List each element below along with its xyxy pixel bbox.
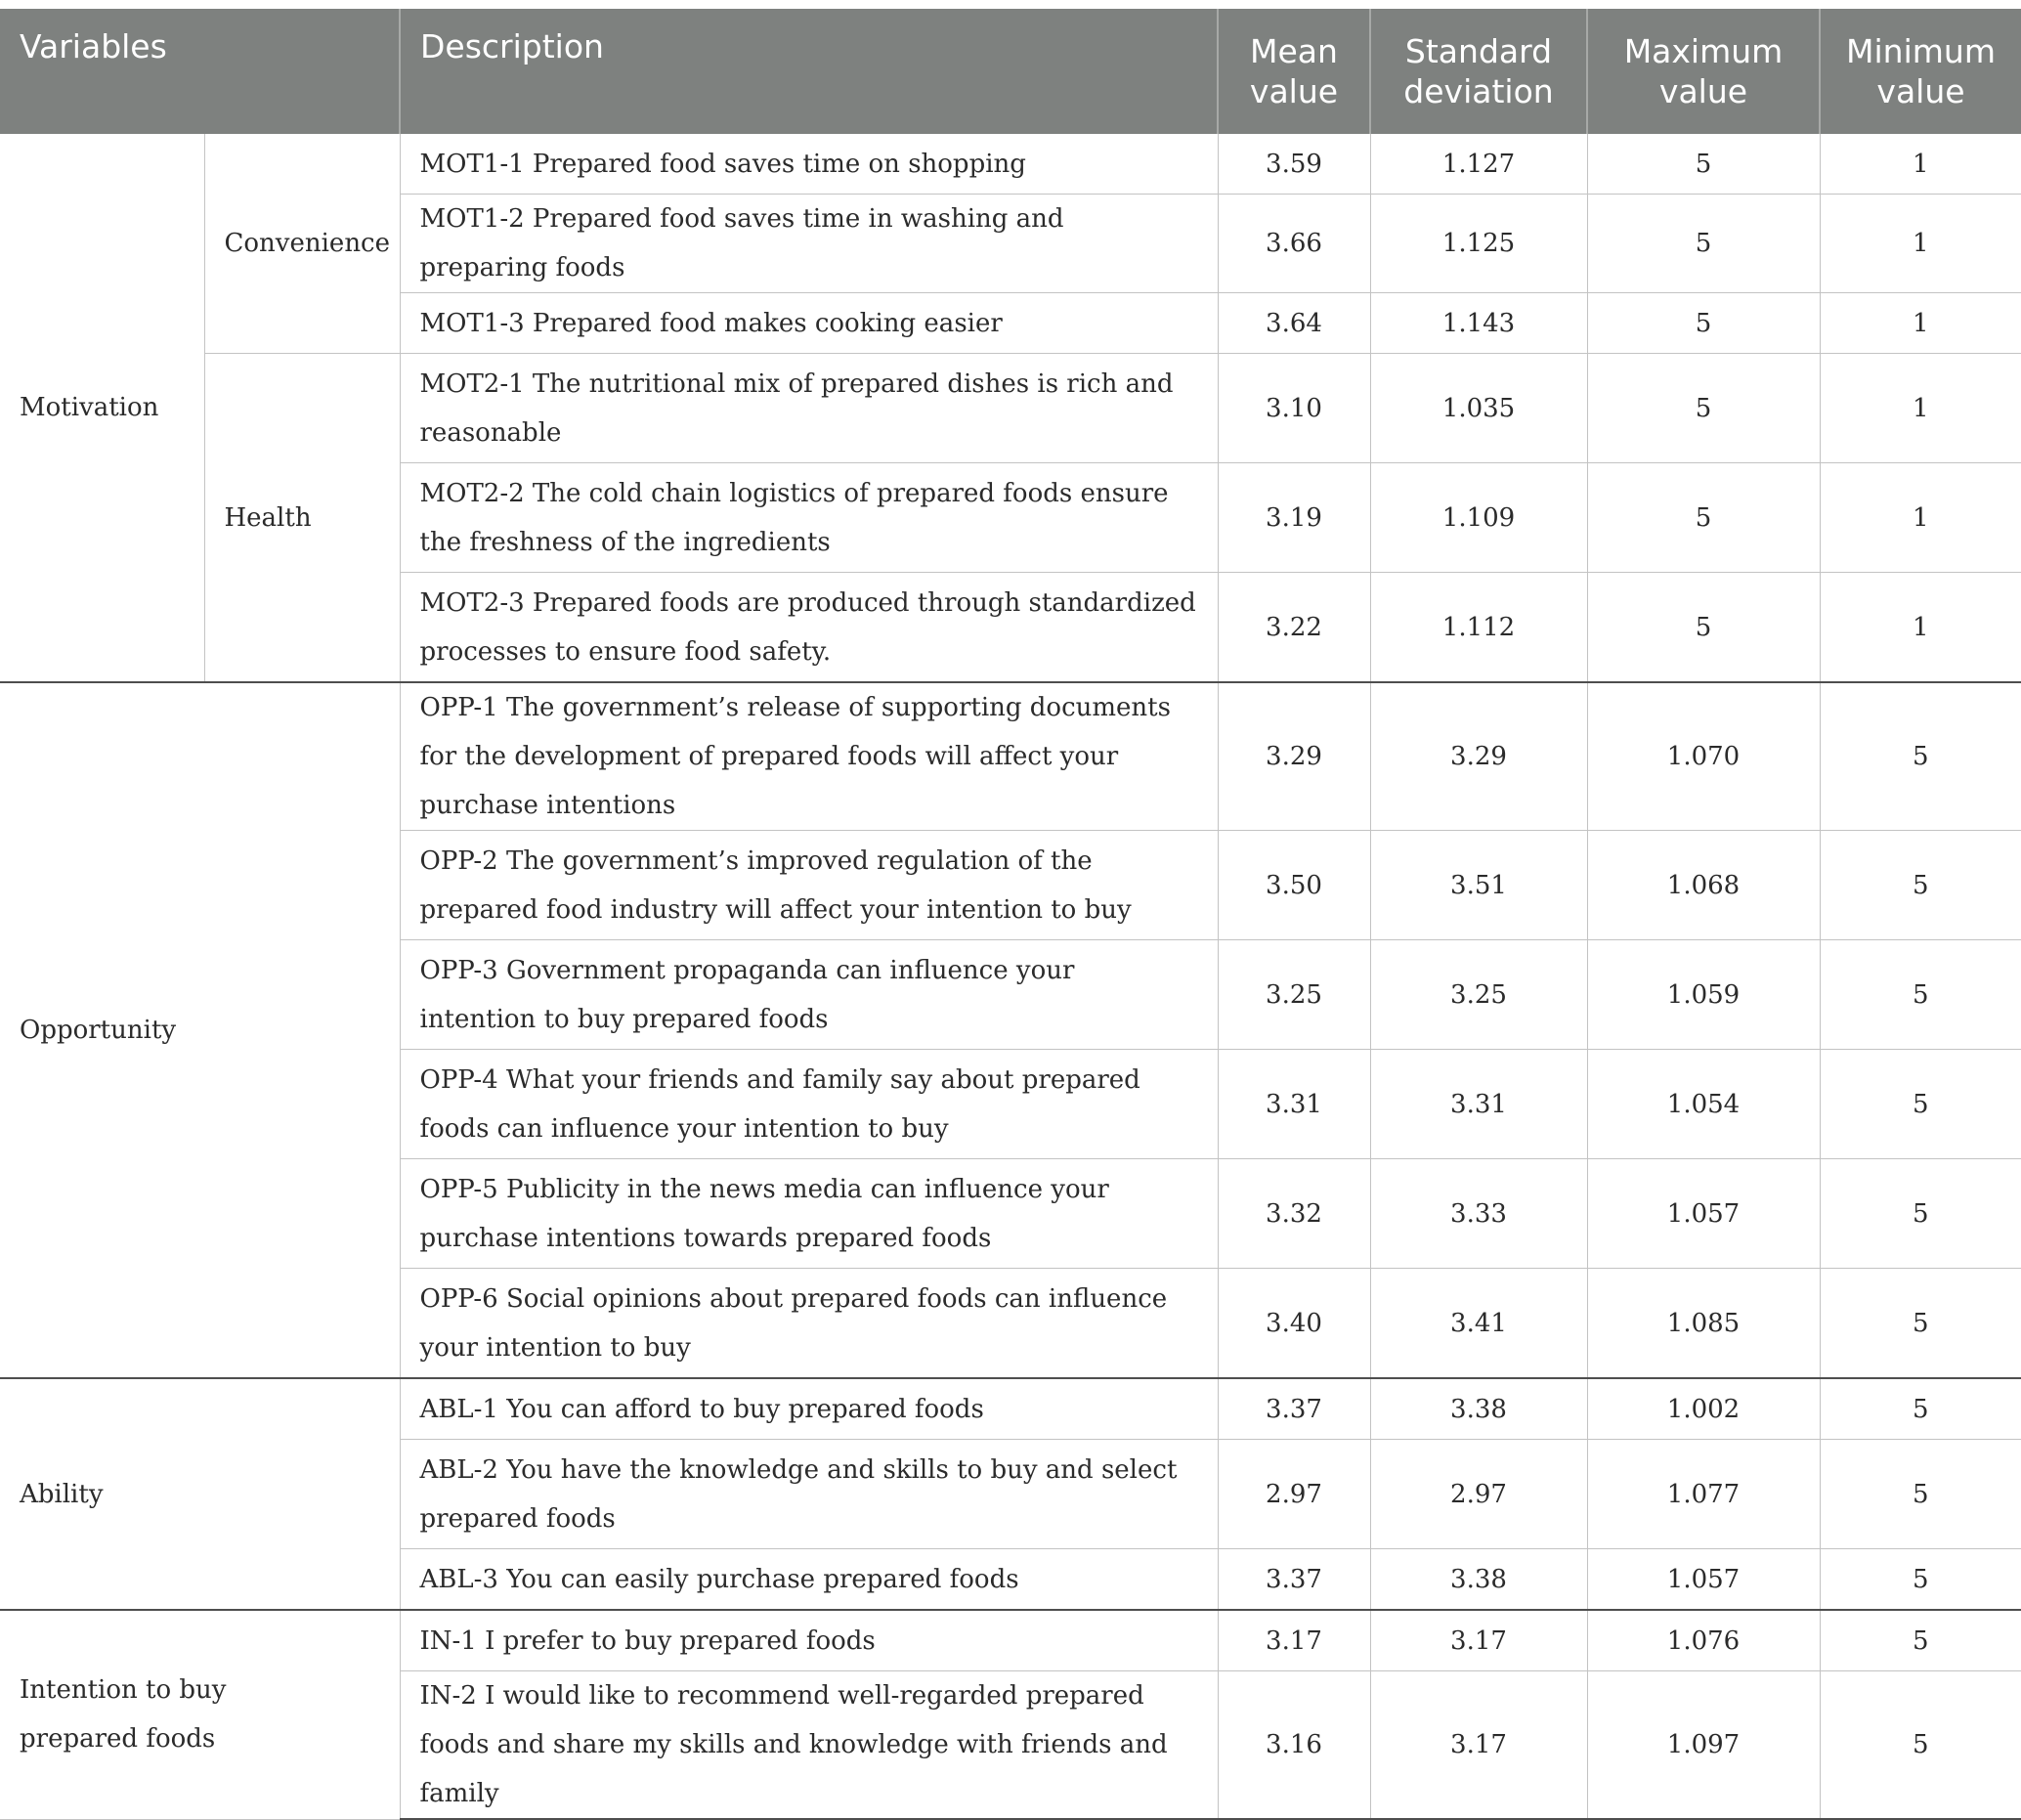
cell-max: 5 [1587,293,1820,354]
cell-min: 5 [1820,1549,2021,1611]
cell-min: 5 [1820,682,2021,831]
cell-description: MOT2-2 The cold chain logistics of prepared foods ensure the freshness of the ingredients [400,463,1218,573]
cell-max: 5 [1587,354,1820,463]
cell-min: 5 [1820,1269,2021,1379]
cell-min: 1 [1820,134,2021,195]
cell-max: 1.097 [1587,1671,1820,1820]
header-minimum: Minimum value [1820,9,2021,134]
cell-mean: 3.40 [1218,1269,1370,1379]
header-description: Description [400,9,1218,134]
cell-mean: 3.16 [1218,1671,1370,1820]
cell-description: OPP-1 The government’s release of supporting documents for the development of prepared foods will affect your purchase intentions [400,682,1218,831]
cell-mean: 3.64 [1218,293,1370,354]
group-ability: Ability [0,1378,400,1610]
cell-mean: 3.22 [1218,573,1370,683]
cell-max: 1.057 [1587,1549,1820,1611]
header-variables: Variables [0,9,400,134]
cell-mean: 3.29 [1218,682,1370,831]
cell-min: 5 [1820,1610,2021,1671]
cell-description: IN-2 I would like to recommend well-regarded prepared foods and share my skills and knowledge with friends and family [400,1671,1218,1820]
table-row [0,134,2021,195]
cell-min: 1 [1820,195,2021,293]
cell-max: 1.002 [1587,1378,1820,1440]
cell-max: 1.054 [1587,1050,1820,1159]
group-intention: Intention to buy prepared foods [0,1610,400,1819]
cell-max: 1.085 [1587,1269,1820,1379]
cell-description: OPP-6 Social opinions about prepared foods can influence your intention to buy [400,1269,1218,1379]
cell-max: 1.070 [1587,682,1820,831]
cell-description: MOT1-2 Prepared food saves time in washing and preparing foods [400,195,1218,293]
cell-min: 1 [1820,354,2021,463]
cell-mean: 3.32 [1218,1159,1370,1269]
cell-mean: 3.50 [1218,831,1370,940]
descriptive-statistics-table [0,9,2021,1820]
cell-min: 5 [1820,1159,2021,1269]
table-row [0,682,2021,831]
cell-max: 5 [1587,134,1820,195]
cell-mean: 3.10 [1218,354,1370,463]
cell-min: 1 [1820,293,2021,354]
table-row [0,354,2021,463]
cell-mean: 3.31 [1218,1050,1370,1159]
table-row [0,1378,2021,1440]
cell-sd: 3.33 [1370,1159,1587,1269]
cell-mean: 3.66 [1218,195,1370,293]
group-motivation: Motivation [0,134,204,682]
cell-description: OPP-2 The government’s improved regulation of the prepared food industry will affect your intention to buy [400,831,1218,940]
cell-sd: 3.17 [1370,1610,1587,1671]
subgroup-convenience: Convenience [204,134,400,354]
cell-sd: 3.25 [1370,940,1587,1050]
table-row [0,1610,2021,1671]
group-opportunity: Opportunity [0,682,400,1378]
header-maximum: Maximum value [1587,9,1820,134]
cell-sd: 3.29 [1370,682,1587,831]
cell-description: MOT1-3 Prepared food makes cooking easier [400,293,1218,354]
cell-max: 5 [1587,463,1820,573]
cell-description: MOT2-3 Prepared foods are produced through standardized processes to ensure food safety. [400,573,1218,683]
cell-description: MOT2-1 The nutritional mix of prepared dishes is rich and reasonable [400,354,1218,463]
cell-description: ABL-1 You can afford to buy prepared foods [400,1378,1218,1440]
cell-description: MOT1-1 Prepared food saves time on shopping [400,134,1218,195]
cell-max: 5 [1587,573,1820,683]
cell-description: ABL-3 You can easily purchase prepared foods [400,1549,1218,1611]
cell-description: OPP-4 What your friends and family say about prepared foods can influence your intention to buy [400,1050,1218,1159]
cell-sd: 3.17 [1370,1671,1587,1820]
cell-max: 5 [1587,195,1820,293]
subgroup-health: Health [204,354,400,683]
cell-description: ABL-2 You have the knowledge and skills to buy and select prepared foods [400,1440,1218,1549]
cell-min: 5 [1820,940,2021,1050]
cell-sd: 1.143 [1370,293,1587,354]
cell-sd: 1.112 [1370,573,1587,683]
cell-sd: 2.97 [1370,1440,1587,1549]
cell-sd: 1.127 [1370,134,1587,195]
cell-min: 1 [1820,463,2021,573]
cell-max: 1.076 [1587,1610,1820,1671]
cell-mean: 3.37 [1218,1378,1370,1440]
cell-min: 1 [1820,573,2021,683]
cell-min: 5 [1820,831,2021,940]
cell-min: 5 [1820,1671,2021,1820]
cell-mean: 3.37 [1218,1549,1370,1611]
cell-mean: 3.17 [1218,1610,1370,1671]
table-container [0,9,2021,1808]
cell-sd: 3.38 [1370,1549,1587,1611]
cell-max: 1.077 [1587,1440,1820,1549]
header-standard-deviation: Standard deviation [1370,9,1587,134]
cell-mean: 3.25 [1218,940,1370,1050]
header-mean: Mean value [1218,9,1370,134]
cell-min: 5 [1820,1050,2021,1159]
cell-max: 1.057 [1587,1159,1820,1269]
cell-mean: 2.97 [1218,1440,1370,1549]
cell-min: 5 [1820,1378,2021,1440]
cell-sd: 1.109 [1370,463,1587,573]
cell-description: OPP-5 Publicity in the news media can influence your purchase intentions towards prepared foods [400,1159,1218,1269]
cell-sd: 3.31 [1370,1050,1587,1159]
cell-description: OPP-3 Government propaganda can influence your intention to buy prepared foods [400,940,1218,1050]
cell-sd: 3.51 [1370,831,1587,940]
cell-sd: 3.41 [1370,1269,1587,1379]
cell-mean: 3.59 [1218,134,1370,195]
cell-sd: 3.38 [1370,1378,1587,1440]
header-row [0,9,2021,134]
cell-sd: 1.125 [1370,195,1587,293]
cell-sd: 1.035 [1370,354,1587,463]
cell-min: 5 [1820,1440,2021,1549]
cell-max: 1.068 [1587,831,1820,940]
cell-mean: 3.19 [1218,463,1370,573]
cell-max: 1.059 [1587,940,1820,1050]
cell-description: IN-1 I prefer to buy prepared foods [400,1610,1218,1671]
